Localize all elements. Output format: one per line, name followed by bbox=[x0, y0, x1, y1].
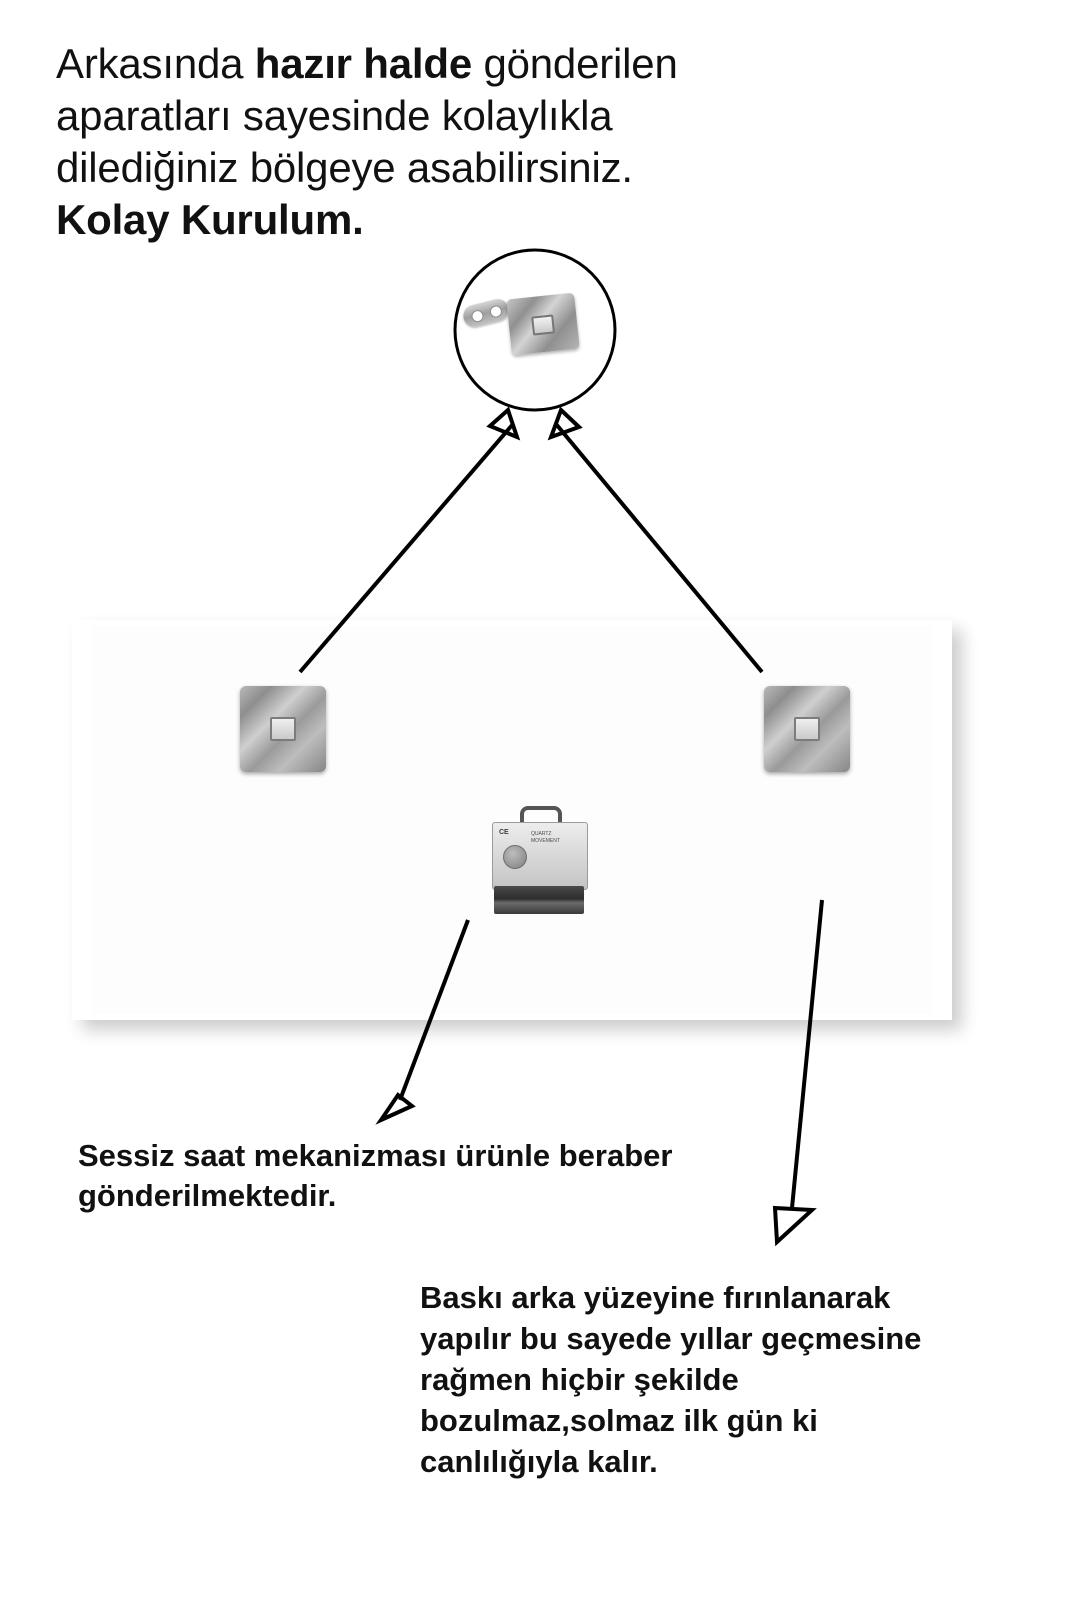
headline-line-3: dilediğiniz bölgeye asabilirsiniz. bbox=[56, 144, 633, 192]
mechanism-base bbox=[494, 886, 584, 914]
caption-print: Baskı arka yüzeyine fırınlanarak yapılır bu sayede yıllar geçmesine rağmen hiçbir şekilde bozulmaz,solmaz ilk gün ki canlılığıyla kalır. bbox=[420, 1280, 922, 1479]
headline-line-1 bbox=[56, 38, 856, 90]
mechanism-body bbox=[492, 822, 588, 890]
headline-line-1-pre: Arkasında bbox=[56, 40, 255, 87]
right-hanger-plate-icon bbox=[764, 686, 850, 772]
hanger-clip-icon bbox=[461, 297, 511, 329]
caption-mechanism: Sessiz saat mekanizması ürünle beraber gönderilmektedir. bbox=[78, 1138, 673, 1213]
page-title bbox=[56, 38, 856, 246]
left-hanger-plate-icon bbox=[240, 686, 326, 772]
mechanism-ce-label: CE bbox=[499, 829, 509, 836]
hanger-parts-closeup bbox=[455, 262, 615, 402]
hanger-plate-icon bbox=[506, 293, 579, 356]
canvas-back-panel bbox=[72, 620, 952, 1020]
mechanism-print-label: QUARTZ MOVEMENT bbox=[531, 831, 560, 844]
headline-line-4: Kolay Kurulum. bbox=[56, 196, 364, 244]
headline-line-1-post: gönderilen bbox=[471, 40, 678, 87]
headline-line-2: aparatları sayesinde kolaylıkla bbox=[56, 92, 613, 140]
clock-mechanism-icon bbox=[492, 806, 586, 918]
canvas-back-surface bbox=[92, 626, 932, 1014]
headline-line-1-bold: hazır halde bbox=[254, 40, 472, 87]
